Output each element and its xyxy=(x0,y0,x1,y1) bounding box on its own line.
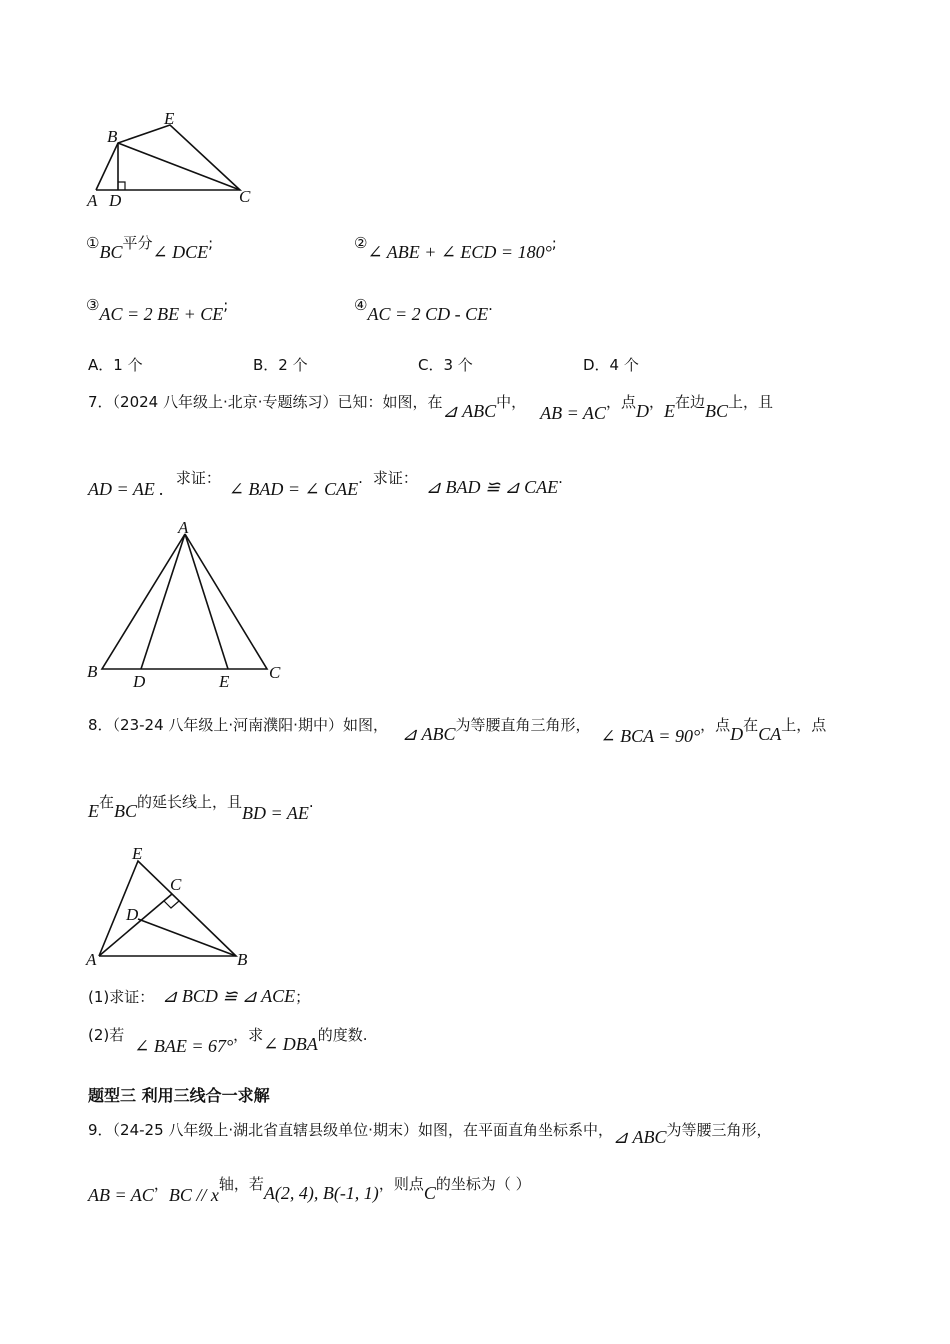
fig7-label-B: B xyxy=(87,662,98,681)
q8-source: （23-24 八年级上·河南濮阳·期中）如图， xyxy=(112,716,388,734)
q7-t5: 上，且 xyxy=(728,393,774,411)
fig8-right-angle-mark xyxy=(164,901,179,908)
q6-option-d[interactable]: D．4 个 xyxy=(583,356,639,374)
q7-side-bc: BC xyxy=(704,401,728,421)
fig6-label-B: B xyxy=(107,127,118,146)
q8-t5: 在 xyxy=(99,793,115,811)
section-heading: 题型三 利用三线合一求解 xyxy=(88,1086,270,1105)
q7-t2: ，点 xyxy=(605,393,636,411)
q8-side-bc: BC xyxy=(114,801,138,821)
q6-statement-2 xyxy=(354,232,557,262)
figure-q6 xyxy=(80,108,270,213)
q8-line-2 xyxy=(88,791,314,823)
fig8-segment-BD xyxy=(138,919,236,956)
q8-p2-t: ，求 xyxy=(233,1026,264,1044)
q8-eq: BD = AE xyxy=(242,803,309,823)
q9-t5: 的坐标为（ ） xyxy=(435,1175,531,1193)
q6-s3-expr: AC = 2 BE + CE xyxy=(99,304,224,324)
q8-t3: 在 xyxy=(743,716,759,734)
fig7-label-A: A xyxy=(178,518,189,537)
q6-statement-1 xyxy=(86,232,214,262)
fig6-label-D: D xyxy=(109,191,122,210)
q7-line-2 xyxy=(88,467,563,499)
fig8-label-D: D xyxy=(126,905,139,924)
q8-t4: 上，点 xyxy=(781,716,827,734)
fig7-segment-AD xyxy=(141,534,185,669)
q7-line-1 xyxy=(88,391,774,423)
q6-s4-expr: AC = 2 CD - CE xyxy=(367,304,489,324)
q7-point-e: E xyxy=(663,401,675,421)
q8-triangle: ⊿ ABC xyxy=(401,724,456,744)
fig8-segment-AC xyxy=(99,894,172,956)
q6-statement-3 xyxy=(86,294,229,324)
fig8-label-C: C xyxy=(170,875,182,894)
q8-part-2 xyxy=(88,1024,368,1056)
q9-t2: ， xyxy=(153,1175,169,1193)
q9-t4: ，则点 xyxy=(378,1175,424,1193)
q8-t2: ，点 xyxy=(700,716,731,734)
q8-p2-end: 的度数. xyxy=(317,1026,368,1044)
q9-number: 9． xyxy=(88,1121,113,1139)
q8-dot: . xyxy=(308,793,314,811)
q7-prove-1: 求证： xyxy=(175,469,221,487)
fig6-label-E: E xyxy=(164,109,175,128)
fig8-label-E: E xyxy=(132,844,143,863)
q7-expr-2: ⊿ BAD ≌ ⊿ CAE xyxy=(425,477,559,497)
q8-p2-expr-2: ∠ DBA xyxy=(263,1034,318,1054)
q9-line-2 xyxy=(88,1173,531,1205)
q6-s4-end: . xyxy=(488,296,493,314)
q9-parallel: BC // x xyxy=(168,1185,219,1205)
q7-t1: 中， xyxy=(496,393,527,411)
q8-p1-end: ； xyxy=(295,988,311,1006)
q7-dot-2: . xyxy=(558,469,563,487)
q6-s1-num: ① xyxy=(86,234,100,252)
q7-expr-1: ∠ BAD = ∠ CAE xyxy=(228,479,359,499)
q9-t3: 轴，若 xyxy=(218,1175,264,1193)
q9-point-c: C xyxy=(423,1183,436,1203)
q7-t4: 在边 xyxy=(674,393,705,411)
q7-eq2: AD = AE . xyxy=(88,479,164,499)
q7-dot-1: . xyxy=(358,469,363,487)
q7-source: （2024 八年级上·北京·专题练习）已知：如图，在 xyxy=(112,393,443,411)
q9-coords: A(2, 4), B(-1, 1) xyxy=(263,1183,379,1203)
q6-s2-end: ; xyxy=(551,234,557,252)
fig6-segment-BC xyxy=(118,143,240,190)
fig7-segment-AE xyxy=(185,534,228,669)
q7-number: 7． xyxy=(88,393,113,411)
q6-option-b[interactable]: B．2 个 xyxy=(253,356,308,374)
q6-statement-4 xyxy=(354,294,493,324)
q6-s2-expr: ∠ ABE + ∠ ECD = 180° xyxy=(367,242,552,262)
q8-p2-expr-1: ∠ BAE = 67° xyxy=(134,1036,234,1056)
q6-s1-expr: ∠ DCE xyxy=(152,242,209,262)
q8-p2-label: (2)若 xyxy=(88,1026,125,1044)
q9-t1: 为等腰三角形， xyxy=(666,1121,772,1139)
q6-s4-num: ④ xyxy=(354,296,368,314)
q8-side-ca: CA xyxy=(758,724,782,744)
fig7-triangle-ABC xyxy=(102,534,267,669)
q6-s1-word: 平分 xyxy=(122,234,153,252)
q9-eq: AB = AC xyxy=(88,1185,154,1205)
fig6-label-C: C xyxy=(239,187,251,206)
q8-point-e: E xyxy=(88,801,99,821)
q7-t3: ， xyxy=(648,393,664,411)
fig8-label-A: A xyxy=(86,950,97,969)
q8-part-1 xyxy=(88,986,310,1007)
q8-point-d: D xyxy=(730,724,744,744)
fig6-right-angle-mark xyxy=(118,182,125,190)
q8-p1-expr: ⊿ BCD ≌ ⊿ ACE xyxy=(162,986,296,1006)
figure-q8 xyxy=(80,842,260,972)
fig8-triangle-ABE xyxy=(99,861,236,956)
q9-line-1 xyxy=(88,1119,772,1147)
q8-p1-label: (1)求证： xyxy=(88,988,155,1006)
q8-angle: ∠ BCA = 90° xyxy=(600,726,701,746)
fig7-label-C: C xyxy=(269,663,281,682)
figure-q7 xyxy=(80,518,290,693)
q9-source: （24-25 八年级上·湖北省直辖县级单位·期末）如图，在平面直角坐标系中， xyxy=(112,1121,613,1139)
q6-s1-end: ; xyxy=(208,234,214,252)
q8-number: 8． xyxy=(88,716,113,734)
q7-prove-2: 求证： xyxy=(372,469,418,487)
q8-t6: 的延长线上，且 xyxy=(137,793,243,811)
q8-t1: 为等腰直角三角形， xyxy=(455,716,591,734)
q6-s3-num: ③ xyxy=(86,296,100,314)
q9-triangle: ⊿ ABC xyxy=(612,1127,667,1147)
q6-s2-num: ② xyxy=(354,234,368,252)
q6-option-a[interactable]: A．1 个 xyxy=(88,356,143,374)
q6-s1-pre: BC xyxy=(99,242,123,262)
fig7-label-E: E xyxy=(219,672,230,691)
fig6-label-A: A xyxy=(87,191,98,210)
q6-option-c[interactable]: C．3 个 xyxy=(418,356,473,374)
fig8-label-B: B xyxy=(237,950,248,969)
q7-point-d: D xyxy=(635,401,649,421)
q7-triangle: ⊿ ABC xyxy=(442,401,497,421)
q8-line-1 xyxy=(88,714,827,746)
fig7-label-D: D xyxy=(133,672,146,691)
q6-s3-end: ; xyxy=(223,296,229,314)
q7-eq1: AB = AC xyxy=(540,403,606,423)
